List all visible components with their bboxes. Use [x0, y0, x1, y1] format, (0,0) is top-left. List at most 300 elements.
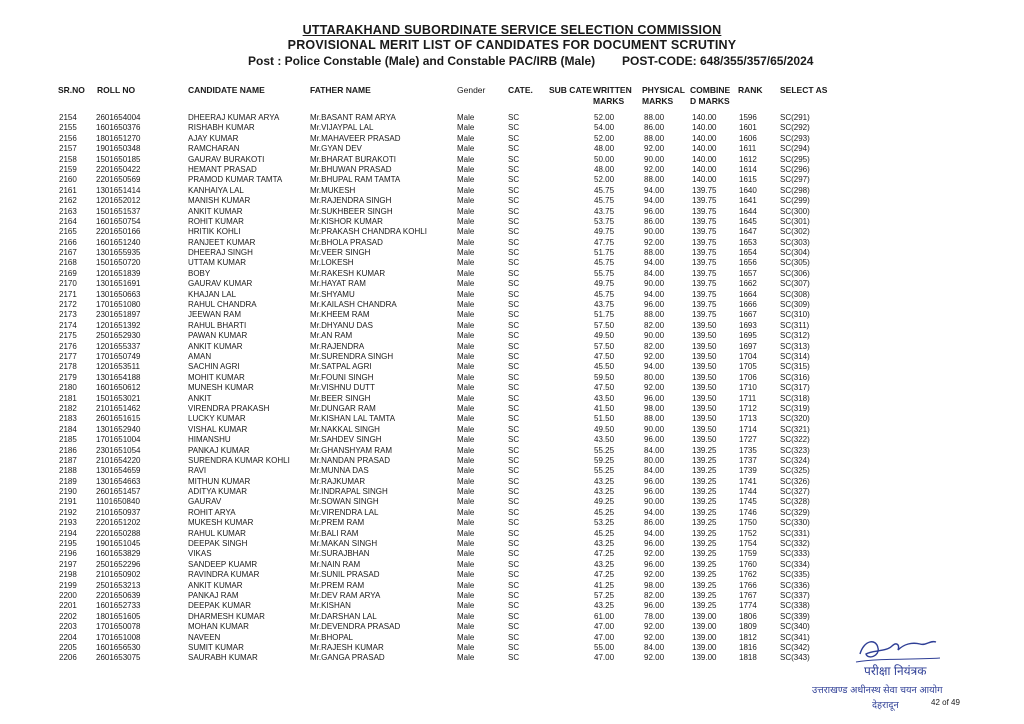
cell-physical-marks: 88.00 [644, 310, 665, 320]
column-header-subcate: SUB CATE [549, 85, 592, 95]
cell-father-name: Mr.MAKAN SINGH [310, 539, 378, 549]
cell-sr-no: 2180 [59, 383, 77, 393]
cell-physical-marks: 96.00 [644, 300, 665, 310]
cell-father-name: Mr.DUNGAR RAM [310, 403, 376, 413]
cell-father-name: Mr.DEV RAM ARYA [310, 590, 381, 600]
cell-gender: Male [457, 320, 475, 330]
cell-physical-marks: 86.00 [644, 123, 665, 133]
cell-candidate-name: DHARMESH KUMAR [188, 611, 265, 621]
cell-gender: Male [457, 341, 475, 351]
cell-rank: 1714 [739, 424, 757, 434]
cell-category: SC [508, 487, 520, 497]
cell-combined-marks: 139.50 [692, 351, 717, 361]
cell-sr-no: 2206 [59, 653, 77, 663]
cell-gender: Male [457, 518, 475, 528]
cell-select-as: SC(337) [780, 590, 810, 600]
cell-written-marks: 48.00 [594, 164, 615, 174]
cell-rank: 1767 [739, 590, 757, 600]
cell-father-name: Mr.SHYAMU [310, 289, 355, 299]
cell-roll-no: 1301654663 [96, 476, 141, 486]
cell-roll-no: 1301654188 [96, 372, 141, 382]
column-header-select: SELECT AS [780, 85, 828, 95]
cell-category: SC [508, 507, 520, 517]
cell-rank: 1662 [739, 279, 757, 289]
cell-roll-no: 2101654220 [96, 455, 141, 465]
cell-gender: Male [457, 497, 475, 507]
cell-category: SC [508, 653, 520, 663]
cell-written-marks: 45.75 [594, 185, 615, 195]
cell-roll-no: 2101650902 [96, 570, 141, 580]
column-header-combined [690, 85, 730, 107]
cell-written-marks: 48.00 [594, 144, 615, 154]
cell-select-as: SC(294) [780, 144, 810, 154]
table-row [0, 217, 1024, 227]
cell-category: SC [508, 403, 520, 413]
cell-candidate-name: PRAMOD KUMAR TAMTA [188, 175, 283, 185]
cell-written-marks: 47.50 [594, 383, 615, 393]
cell-category: SC [508, 414, 520, 424]
cell-select-as: SC(343) [780, 653, 810, 663]
cell-roll-no: 1301655935 [96, 248, 141, 258]
cell-candidate-name: ADITYA KUMAR [188, 487, 247, 497]
cell-written-marks: 49.50 [594, 331, 615, 341]
cell-written-marks: 45.50 [594, 362, 615, 372]
cell-combined-marks: 139.50 [692, 424, 717, 434]
cell-category: SC [508, 351, 520, 361]
cell-sr-no: 2199 [59, 580, 77, 590]
cell-physical-marks: 80.00 [644, 455, 665, 465]
column-header-written-line1: WRITTEN [593, 85, 632, 95]
cell-rank: 1806 [739, 611, 757, 621]
cell-written-marks: 53.25 [594, 518, 615, 528]
cell-gender: Male [457, 487, 475, 497]
cell-combined-marks: 139.00 [692, 642, 717, 652]
cell-gender: Male [457, 362, 475, 372]
cell-combined-marks: 139.75 [692, 310, 717, 320]
cell-gender: Male [457, 424, 475, 434]
table-row [0, 477, 1024, 487]
cell-rank: 1759 [739, 549, 757, 559]
cell-rank: 1754 [739, 539, 757, 549]
cell-combined-marks: 139.25 [692, 570, 717, 580]
cell-written-marks: 47.50 [594, 351, 615, 361]
cell-sr-no: 2202 [59, 611, 77, 621]
cell-roll-no: 2201650639 [96, 590, 141, 600]
cell-sr-no: 2192 [59, 507, 77, 517]
cell-gender: Male [457, 549, 475, 559]
cell-roll-no: 2201650288 [96, 528, 141, 538]
cell-gender: Male [457, 403, 475, 413]
cell-father-name: Mr.LOKESH [310, 258, 354, 268]
cell-physical-marks: 94.00 [644, 507, 665, 517]
cell-combined-marks: 139.25 [692, 497, 717, 507]
cell-rank: 1693 [739, 320, 757, 330]
cell-combined-marks: 139.75 [692, 185, 717, 195]
cell-sr-no: 2168 [59, 258, 77, 268]
cell-combined-marks: 139.25 [692, 559, 717, 569]
cell-rank: 1750 [739, 518, 757, 528]
cell-candidate-name: GAURAV BURAKOTI [188, 154, 265, 164]
cell-category: SC [508, 164, 520, 174]
cell-category: SC [508, 113, 520, 122]
cell-rank: 1615 [739, 175, 757, 185]
cell-gender: Male [457, 580, 475, 590]
cell-physical-marks: 96.00 [644, 435, 665, 445]
cell-candidate-name: RAMCHARAN [188, 144, 240, 154]
cell-sr-no: 2156 [59, 133, 77, 143]
cell-category: SC [508, 622, 520, 632]
cell-gender: Male [457, 216, 475, 226]
cell-father-name: Mr.SAHDEV SINGH [310, 435, 382, 445]
cell-physical-marks: 98.00 [644, 580, 665, 590]
cell-gender: Male [457, 528, 475, 538]
column-header-rank: RANK [738, 85, 763, 95]
cell-sr-no: 2166 [59, 237, 77, 247]
column-header-physical-line2: MARKS [642, 96, 674, 106]
table-row [0, 175, 1024, 185]
cell-roll-no: 1601651240 [96, 237, 141, 247]
cell-gender: Male [457, 539, 475, 549]
column-header-name: CANDIDATE NAME [188, 85, 265, 95]
cell-roll-no: 2601653075 [96, 653, 141, 663]
table-row [0, 529, 1024, 539]
cell-candidate-name: SACHIN AGRI [188, 362, 240, 372]
cell-select-as: SC(341) [780, 632, 810, 642]
table-row [0, 196, 1024, 206]
cell-sr-no: 2200 [59, 590, 77, 600]
cell-category: SC [508, 341, 520, 351]
cell-sr-no: 2176 [59, 341, 77, 351]
cell-gender: Male [457, 611, 475, 621]
cell-select-as: SC(305) [780, 258, 810, 268]
column-header-combined-line1: COMBINE [690, 85, 731, 95]
cell-roll-no: 1501650720 [96, 258, 141, 268]
cell-physical-marks: 90.00 [644, 279, 665, 289]
cell-rank: 1712 [739, 403, 757, 413]
cell-candidate-name: VIKAS [188, 549, 212, 559]
cell-combined-marks: 139.25 [692, 590, 717, 600]
cell-select-as: SC(317) [780, 383, 810, 393]
cell-combined-marks: 139.25 [692, 445, 717, 455]
table-row [0, 435, 1024, 445]
cell-category: SC [508, 144, 520, 154]
cell-combined-marks: 139.00 [692, 622, 717, 632]
cell-father-name: Mr.VIJAYPAL LAL [310, 123, 374, 133]
cell-sr-no: 2154 [59, 113, 77, 122]
cell-category: SC [508, 268, 520, 278]
table-row [0, 549, 1024, 559]
cell-sr-no: 2178 [59, 362, 77, 372]
cell-father-name: Mr.SUKHBEER SINGH [310, 206, 393, 216]
cell-combined-marks: 139.25 [692, 455, 717, 465]
cell-select-as: SC(315) [780, 362, 810, 372]
cell-rank: 1695 [739, 331, 757, 341]
table-row [0, 404, 1024, 414]
cell-category: SC [508, 518, 520, 528]
cell-rank: 1812 [739, 632, 757, 642]
cell-physical-marks: 92.00 [644, 653, 665, 663]
cell-select-as: SC(308) [780, 289, 810, 299]
table-row [0, 342, 1024, 352]
cell-written-marks: 43.50 [594, 393, 615, 403]
cell-sr-no: 2163 [59, 206, 77, 216]
cell-candidate-name: MOHIT KUMAR [188, 372, 245, 382]
signature-mark [820, 632, 980, 688]
cell-physical-marks: 88.00 [644, 414, 665, 424]
cell-category: SC [508, 549, 520, 559]
cell-sr-no: 2155 [59, 123, 77, 133]
merit-table-body [0, 113, 1024, 664]
cell-select-as: SC(338) [780, 601, 810, 611]
cell-written-marks: 51.50 [594, 414, 615, 424]
cell-gender: Male [457, 570, 475, 580]
cell-gender: Male [457, 164, 475, 174]
cell-candidate-name: SUMIT KUMAR [188, 642, 244, 652]
cell-written-marks: 57.50 [594, 341, 615, 351]
cell-combined-marks: 139.75 [692, 268, 717, 278]
cell-sr-no: 2177 [59, 351, 77, 361]
table-row [0, 300, 1024, 310]
table-row [0, 331, 1024, 341]
cell-roll-no: 1501650185 [96, 154, 141, 164]
cell-written-marks: 45.75 [594, 196, 615, 206]
post-name: Post : Police Constable (Male) and Constable PAC/IRB (Male) [248, 54, 596, 68]
cell-gender: Male [457, 144, 475, 154]
cell-father-name: Mr.PREM RAM [310, 580, 365, 590]
cell-physical-marks: 90.00 [644, 154, 665, 164]
table-row [0, 456, 1024, 466]
cell-combined-marks: 139.50 [692, 403, 717, 413]
cell-select-as: SC(336) [780, 580, 810, 590]
cell-written-marks: 55.25 [594, 445, 615, 455]
cell-rank: 1647 [739, 227, 757, 237]
cell-rank: 1653 [739, 237, 757, 247]
cell-rank: 1614 [739, 164, 757, 174]
cell-roll-no: 1201651392 [96, 320, 141, 330]
cell-candidate-name: RAVI [188, 466, 207, 476]
cell-candidate-name: ROHIT KUMAR [188, 216, 244, 226]
cell-combined-marks: 139.75 [692, 248, 717, 258]
cell-roll-no: 1301651414 [96, 185, 141, 195]
cell-candidate-name: VIRENDRA PRAKASH [188, 403, 270, 413]
cell-physical-marks: 80.00 [644, 372, 665, 382]
cell-gender: Male [457, 642, 475, 652]
cell-rank: 1657 [739, 268, 757, 278]
table-row [0, 622, 1024, 632]
cell-rank: 1744 [739, 487, 757, 497]
cell-candidate-name: LUCKY KUMAR [188, 414, 246, 424]
cell-written-marks: 59.50 [594, 372, 615, 382]
cell-category: SC [508, 154, 520, 164]
cell-gender: Male [457, 414, 475, 424]
cell-select-as: SC(300) [780, 206, 810, 216]
cell-father-name: Mr.KHEEM RAM [310, 310, 370, 320]
cell-roll-no: 1701651080 [96, 300, 141, 310]
cell-father-name: Mr.SOWAN SINGH [310, 497, 379, 507]
table-row [0, 570, 1024, 580]
cell-roll-no: 2301651897 [96, 310, 141, 320]
cell-gender: Male [457, 507, 475, 517]
table-row [0, 591, 1024, 601]
cell-father-name: Mr.PRAKASH CHANDRA KOHLI [310, 227, 427, 237]
cell-candidate-name: ANKIT KUMAR [188, 580, 243, 590]
cell-roll-no: 1801651270 [96, 133, 141, 143]
cell-category: SC [508, 206, 520, 216]
cell-physical-marks: 98.00 [644, 403, 665, 413]
commission-title: UTTARAKHAND SUBORDINATE SERVICE SELECTION COMMISSION [302, 23, 722, 37]
cell-sr-no: 2191 [59, 497, 77, 507]
cell-candidate-name: ANKIT [188, 393, 212, 403]
cell-father-name: Mr.NANDAN PRASAD [310, 455, 391, 465]
cell-rank: 1746 [739, 507, 757, 517]
cell-rank: 1645 [739, 216, 757, 226]
cell-sr-no: 2174 [59, 320, 77, 330]
cell-candidate-name: NAVEEN [188, 632, 221, 642]
cell-physical-marks: 92.00 [644, 622, 665, 632]
cell-written-marks: 45.25 [594, 528, 615, 538]
cell-gender: Male [457, 237, 475, 247]
cell-physical-marks: 88.00 [644, 133, 665, 143]
table-row [0, 446, 1024, 456]
cell-category: SC [508, 289, 520, 299]
cell-candidate-name: HIMANSHU [188, 435, 231, 445]
cell-roll-no: 1601653829 [96, 549, 141, 559]
cell-combined-marks: 139.50 [692, 393, 717, 403]
cell-rank: 1697 [739, 341, 757, 351]
table-row [0, 310, 1024, 320]
cell-physical-marks: 90.00 [644, 331, 665, 341]
cell-father-name: Mr.SUNIL PRASAD [310, 570, 380, 580]
cell-select-as: SC(306) [780, 268, 810, 278]
cell-sr-no: 2169 [59, 268, 77, 278]
cell-written-marks: 47.00 [594, 622, 615, 632]
cell-roll-no: 1801651605 [96, 611, 141, 621]
cell-select-as: SC(304) [780, 248, 810, 258]
cell-sr-no: 2205 [59, 642, 77, 652]
cell-candidate-name: PANKAJ KUMAR [188, 445, 250, 455]
cell-gender: Male [457, 310, 475, 320]
cell-roll-no: 1701650078 [96, 622, 141, 632]
cell-candidate-name: ROHIT ARYA [188, 507, 236, 517]
table-row [0, 560, 1024, 570]
cell-sr-no: 2186 [59, 445, 77, 455]
cell-written-marks: 54.00 [594, 123, 615, 133]
cell-category: SC [508, 590, 520, 600]
cell-physical-marks: 90.00 [644, 424, 665, 434]
cell-written-marks: 52.00 [594, 133, 615, 143]
cell-select-as: SC(328) [780, 497, 810, 507]
cell-roll-no: 2201651202 [96, 518, 141, 528]
cell-sr-no: 2158 [59, 154, 77, 164]
cell-father-name: Mr.MAHAVEER PRASAD [310, 133, 401, 143]
cell-combined-marks: 139.50 [692, 383, 717, 393]
cell-candidate-name: RISHABH KUMAR [188, 123, 255, 133]
cell-sr-no: 2164 [59, 216, 77, 226]
cell-sr-no: 2165 [59, 227, 77, 237]
table-row [0, 425, 1024, 435]
cell-combined-marks: 139.75 [692, 206, 717, 216]
cell-physical-marks: 88.00 [644, 248, 665, 258]
cell-candidate-name: DHEERAJ KUMAR ARYA [188, 113, 280, 122]
cell-combined-marks: 139.00 [692, 653, 717, 663]
cell-candidate-name: MUNESH KUMAR [188, 383, 254, 393]
cell-physical-marks: 96.00 [644, 393, 665, 403]
cell-category: SC [508, 642, 520, 652]
cell-written-marks: 51.75 [594, 310, 615, 320]
table-row [0, 165, 1024, 175]
cell-father-name: Mr.HAYAT RAM [310, 279, 366, 289]
table-row [0, 362, 1024, 372]
cell-category: SC [508, 300, 520, 310]
post-code: POST-CODE: 648/355/357/65/2024 [622, 54, 814, 68]
cell-category: SC [508, 279, 520, 289]
cell-rank: 1737 [739, 455, 757, 465]
table-row [0, 155, 1024, 165]
cell-sr-no: 2159 [59, 164, 77, 174]
cell-father-name: Mr.NAIN RAM [310, 559, 361, 569]
cell-sr-no: 2170 [59, 279, 77, 289]
table-row [0, 539, 1024, 549]
cell-candidate-name: AJAY KUMAR [188, 133, 239, 143]
cell-physical-marks: 88.00 [644, 175, 665, 185]
cell-category: SC [508, 196, 520, 206]
cell-combined-marks: 139.50 [692, 320, 717, 330]
cell-rank: 1644 [739, 206, 757, 216]
table-row [0, 581, 1024, 591]
cell-sr-no: 2197 [59, 559, 77, 569]
cell-category: SC [508, 455, 520, 465]
table-row [0, 123, 1024, 133]
cell-roll-no: 2601654004 [96, 113, 141, 122]
cell-sr-no: 2201 [59, 601, 77, 611]
table-row [0, 238, 1024, 248]
column-header-physical-line1: PHYSICAL [642, 85, 685, 95]
table-row [0, 258, 1024, 268]
cell-sr-no: 2189 [59, 476, 77, 486]
cell-combined-marks: 139.00 [692, 611, 717, 621]
cell-written-marks: 43.25 [594, 559, 615, 569]
cell-roll-no: 2101651462 [96, 403, 141, 413]
cell-father-name: Mr.VISHNU DUTT [310, 383, 375, 393]
cell-select-as: SC(329) [780, 507, 810, 517]
table-row [0, 134, 1024, 144]
cell-father-name: Mr.DARSHAN LAL [310, 611, 377, 621]
cell-category: SC [508, 372, 520, 382]
cell-rank: 1656 [739, 258, 757, 268]
cell-physical-marks: 86.00 [644, 518, 665, 528]
table-row [0, 383, 1024, 393]
cell-rank: 1735 [739, 445, 757, 455]
cell-gender: Male [457, 653, 475, 663]
cell-written-marks: 57.50 [594, 320, 615, 330]
cell-physical-marks: 96.00 [644, 539, 665, 549]
cell-roll-no: 2501653213 [96, 580, 141, 590]
cell-combined-marks: 139.50 [692, 435, 717, 445]
cell-candidate-name: SANDEEP KUAMR [188, 559, 258, 569]
cell-select-as: SC(321) [780, 424, 810, 434]
cell-physical-marks: 94.00 [644, 258, 665, 268]
cell-physical-marks: 84.00 [644, 642, 665, 652]
cell-physical-marks: 94.00 [644, 289, 665, 299]
cell-select-as: SC(326) [780, 476, 810, 486]
cell-rank: 1752 [739, 528, 757, 538]
cell-physical-marks: 96.00 [644, 476, 665, 486]
cell-category: SC [508, 424, 520, 434]
cell-sr-no: 2193 [59, 518, 77, 528]
cell-gender: Male [457, 351, 475, 361]
cell-sr-no: 2204 [59, 632, 77, 642]
cell-physical-marks: 82.00 [644, 590, 665, 600]
